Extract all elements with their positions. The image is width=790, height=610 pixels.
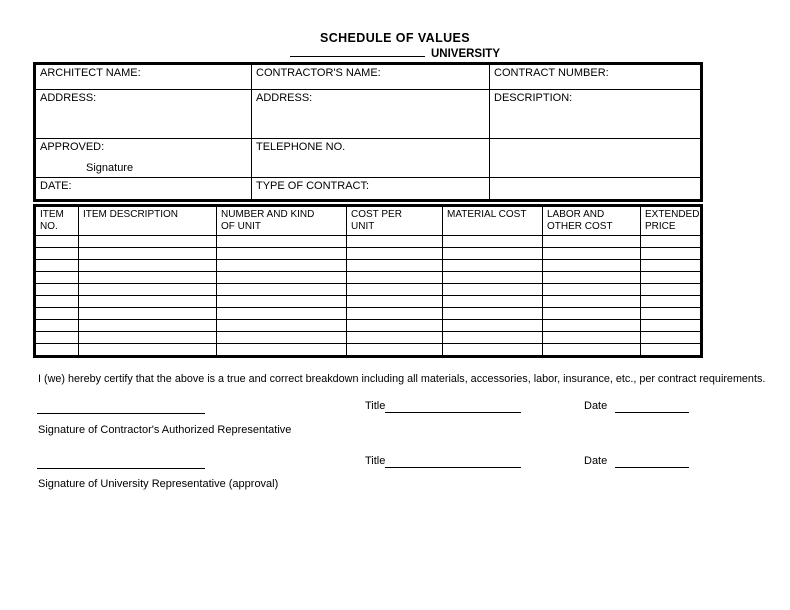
items-table-cell[interactable] [641, 236, 702, 248]
items-table-cell[interactable] [641, 344, 702, 357]
items-table-empty-row [35, 320, 702, 332]
info-blank-cell-1[interactable] [490, 139, 702, 178]
approved-signature-hint: Signature [86, 162, 134, 175]
architect-address-field[interactable] [35, 90, 252, 139]
items-table-cell[interactable] [79, 284, 217, 296]
items-table-cell[interactable] [35, 272, 79, 284]
items-table-cell[interactable] [641, 332, 702, 344]
items-table-cell[interactable] [79, 320, 217, 332]
certification-statement: I (we) hereby certify that the above is a true and correct breakdown including all materials, accessories, labor, insurance, etc., per contract requirements. [38, 373, 766, 385]
items-table-empty-row [35, 332, 702, 344]
items-table-cell[interactable] [79, 272, 217, 284]
items-table-cell[interactable] [35, 284, 79, 296]
items-table-cell[interactable] [347, 344, 443, 357]
col-header-cost-per-unit: COST PER UNIT [347, 206, 443, 236]
items-table-cell[interactable] [35, 236, 79, 248]
items-table-cell[interactable] [543, 296, 641, 308]
description-field[interactable] [490, 90, 702, 139]
approved-label: APPROVED: [40, 141, 105, 153]
items-table-cell[interactable] [543, 284, 641, 296]
items-table-cell[interactable] [347, 272, 443, 284]
items-table-cell[interactable] [79, 332, 217, 344]
items-table-cell[interactable] [35, 248, 79, 260]
items-table-cell[interactable] [35, 296, 79, 308]
items-table-empty-row [35, 272, 702, 284]
university-date-line[interactable] [615, 455, 689, 468]
contractor-date-group [584, 399, 689, 413]
items-table-empty-row [35, 308, 702, 320]
type-of-contract-field[interactable] [252, 178, 490, 201]
items-table-cell[interactable] [543, 332, 641, 344]
architect-name-field[interactable] [35, 64, 252, 90]
items-table-header-row [35, 206, 702, 236]
date-label: Date [584, 400, 608, 412]
items-table-cell[interactable] [347, 308, 443, 320]
type-of-contract-label: TYPE OF CONTRACT: [256, 180, 370, 193]
items-table-cell[interactable] [347, 236, 443, 248]
university-line [0, 45, 790, 60]
info-row-addresses [35, 90, 702, 139]
title-label: Title [365, 455, 386, 467]
university-signature-line[interactable] [37, 454, 205, 469]
items-table-cell[interactable] [217, 308, 347, 320]
items-table-cell[interactable] [543, 272, 641, 284]
col-header-material-cost: MATERIAL COST [443, 206, 543, 236]
items-table-cell[interactable] [35, 344, 79, 357]
items-table-cell[interactable] [543, 260, 641, 272]
items-table-cell[interactable] [347, 284, 443, 296]
items-table-cell[interactable] [543, 248, 641, 260]
date-field[interactable] [35, 178, 252, 201]
items-table-cell[interactable] [543, 344, 641, 357]
contractor-signature-line[interactable] [37, 399, 205, 414]
items-table-cell[interactable] [641, 308, 702, 320]
telephone-label: TELEPHONE NO. [256, 141, 346, 153]
items-table [33, 204, 703, 358]
title-label: Title [365, 400, 386, 412]
info-row-approval [35, 139, 702, 178]
contractor-address-label: ADDRESS: [256, 92, 313, 104]
info-blank-cell-2[interactable] [490, 178, 702, 201]
contractor-name-label: CONTRACTOR'S NAME: [256, 67, 381, 79]
items-table-empty-row [35, 296, 702, 308]
telephone-field[interactable] [252, 139, 490, 178]
items-table-cell[interactable] [217, 236, 347, 248]
items-table-body [35, 236, 702, 357]
items-table-cell[interactable] [79, 344, 217, 357]
items-table-cell[interactable] [35, 320, 79, 332]
items-table-cell[interactable] [217, 260, 347, 272]
contractor-address-field[interactable] [252, 90, 490, 139]
items-table-cell[interactable] [347, 260, 443, 272]
items-table-cell[interactable] [443, 296, 543, 308]
contractor-title-group [365, 399, 521, 413]
items-table-cell[interactable] [217, 284, 347, 296]
items-table-cell[interactable] [79, 260, 217, 272]
items-table-cell[interactable] [641, 320, 702, 332]
col-header-extended-price: EXTENDED PRICE [641, 206, 702, 236]
items-table-empty-row [35, 344, 702, 357]
items-table-cell[interactable] [641, 248, 702, 260]
items-table-cell[interactable] [443, 320, 543, 332]
items-table-cell[interactable] [443, 236, 543, 248]
items-table-cell[interactable] [641, 260, 702, 272]
items-table-cell[interactable] [217, 272, 347, 284]
page-title: SCHEDULE OF VALUES [319, 31, 471, 45]
university-signature-caption: Signature of University Representative (approval) [38, 478, 279, 490]
col-header-labor-other-cost: LABOR AND OTHER COST [543, 206, 641, 236]
architect-name-label: ARCHITECT NAME: [40, 67, 141, 79]
items-table-empty-row [35, 260, 702, 272]
items-table-cell[interactable] [35, 260, 79, 272]
contract-number-label: CONTRACT NUMBER: [494, 67, 609, 79]
info-row-names [35, 64, 702, 90]
items-table-cell[interactable] [79, 308, 217, 320]
items-table-cell[interactable] [35, 332, 79, 344]
items-table-cell[interactable] [79, 248, 217, 260]
items-table-cell[interactable] [443, 308, 543, 320]
items-table-cell[interactable] [543, 320, 641, 332]
items-table-cell[interactable] [443, 332, 543, 344]
items-table-cell[interactable] [543, 308, 641, 320]
info-table [33, 62, 703, 202]
items-table-cell[interactable] [35, 308, 79, 320]
info-row-date [35, 178, 702, 201]
university-date-group [584, 454, 689, 468]
items-table-cell[interactable] [217, 320, 347, 332]
date-label: Date [584, 455, 608, 467]
university-label: UNIVERSITY [430, 48, 500, 60]
approved-signature-field[interactable] [35, 139, 252, 178]
items-table-cell[interactable] [79, 236, 217, 248]
items-table-cell[interactable] [641, 284, 702, 296]
university-title-group [365, 454, 521, 468]
items-table-cell[interactable] [347, 248, 443, 260]
description-label: DESCRIPTION: [494, 92, 573, 104]
col-header-number-kind-of-unit: NUMBER AND KIND OF UNIT [217, 206, 347, 236]
col-header-item-no: ITEM NO. [35, 206, 79, 236]
contractor-date-line[interactable] [615, 400, 689, 413]
items-table-empty-row [35, 236, 702, 248]
contractor-signature-caption: Signature of Contractor's Authorized Representative [38, 424, 292, 436]
items-table-cell[interactable] [443, 260, 543, 272]
items-table-cell[interactable] [217, 248, 347, 260]
items-table-cell[interactable] [543, 236, 641, 248]
items-table-cell[interactable] [217, 344, 347, 357]
items-table-cell[interactable] [217, 332, 347, 344]
items-table-cell[interactable] [641, 296, 702, 308]
items-table-cell[interactable] [641, 272, 702, 284]
items-table-cell[interactable] [347, 332, 443, 344]
university-name-blank[interactable] [290, 45, 425, 57]
contractor-name-field[interactable] [252, 64, 490, 90]
items-table-empty-row [35, 284, 702, 296]
contract-number-field[interactable] [490, 64, 702, 90]
contractor-title-line[interactable] [385, 400, 521, 413]
university-title-line[interactable] [385, 455, 521, 468]
date-label: DATE: [40, 180, 72, 193]
items-table-cell[interactable] [443, 344, 543, 357]
items-table-cell[interactable] [79, 296, 217, 308]
items-table-cell[interactable] [217, 296, 347, 308]
items-table-cell[interactable] [443, 248, 543, 260]
architect-address-label: ADDRESS: [40, 92, 97, 104]
items-table-cell[interactable] [347, 296, 443, 308]
items-table-cell[interactable] [347, 320, 443, 332]
items-table-cell[interactable] [443, 272, 543, 284]
col-header-item-description: ITEM DESCRIPTION [79, 206, 217, 236]
items-table-empty-row [35, 248, 702, 260]
items-table-cell[interactable] [443, 284, 543, 296]
